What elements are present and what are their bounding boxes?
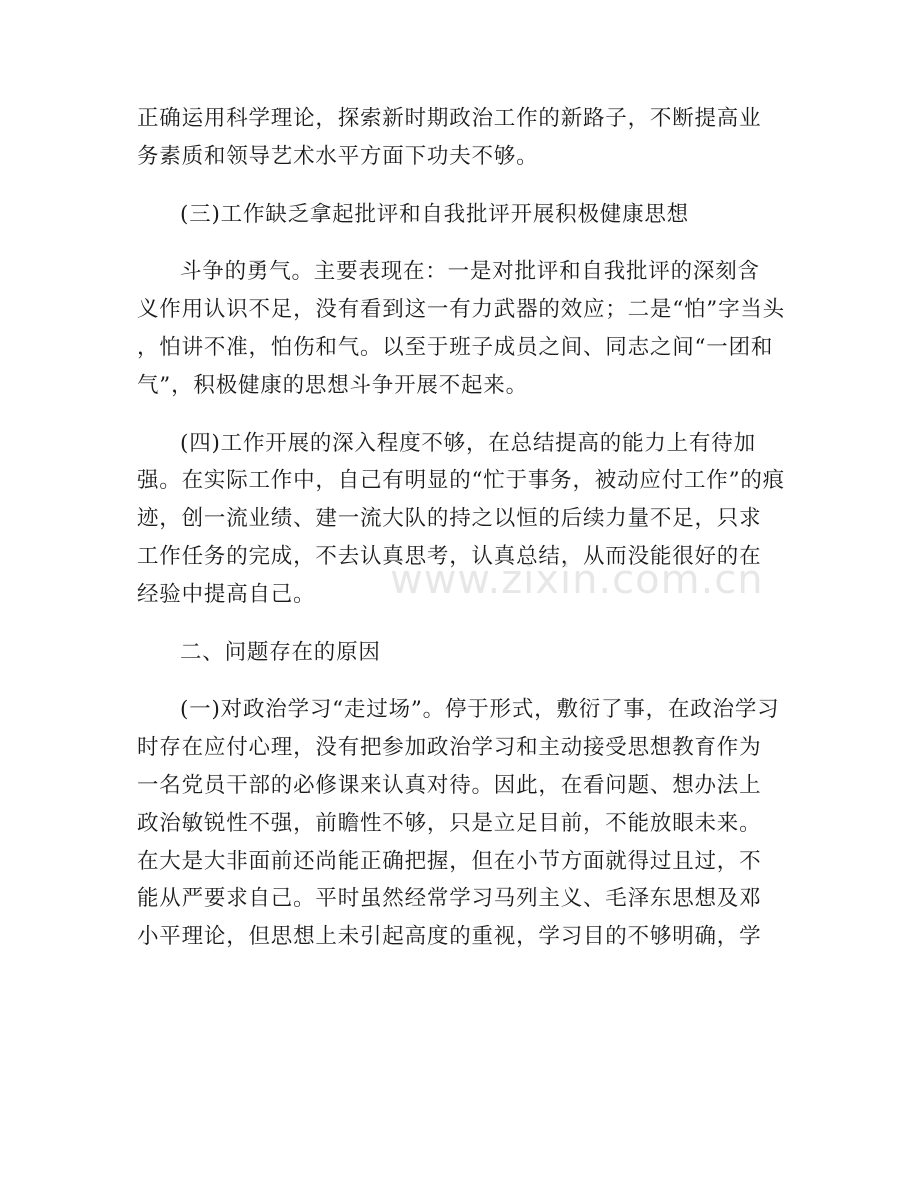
text-line: 在大是大非面前还尚能正确把握，但在小节方面就得过且过，不	[137, 848, 762, 874]
text-line: 气”，积极健康的思想斗争开展不起来。	[137, 372, 528, 398]
watermark: www.zixin.com.cn	[390, 557, 764, 603]
text-line: 政治敏锐性不强，前瞻性不够，只是立足目前，不能放眼未来。	[137, 810, 762, 836]
text-line: 迹，创一流业绩、建一流大队的持之以恒的后续力量不足，只求	[137, 506, 762, 532]
document-body	[137, 100, 787, 956]
text-line: 义作用认识不足，没有看到这一有力武器的效应；二是“怕”字当头	[137, 297, 785, 323]
text-line: ，怕讲不准，怕伤和气。以至于班子成员之间、同志之间“一团和	[137, 334, 774, 360]
text-line: (一)对政治学习“走过场”。停于形式，敷衍了事，在政治学习	[180, 697, 780, 723]
text-line: 一名党员干部的必修课来认真对待。因此，在看问题、想办法上	[137, 772, 762, 798]
section-heading: 二、问题存在的原因	[180, 639, 381, 665]
text-line: 正确运用科学理论，探索新时期政治工作的新路子，不断提高业	[137, 106, 762, 131]
text-line: 小平理论，但思想上未引起高度的重视，学习目的不够明确，学	[137, 924, 762, 950]
text-line: 时存在应付心理，没有把参加政治学习和主动接受思想教育作为	[137, 735, 762, 761]
section-heading: (三)工作缺乏拿起批评和自我批评开展积极健康思想	[180, 201, 689, 227]
text-line: 务素质和领导艺术水平方面下功夫不够。	[137, 143, 539, 169]
text-line: (四)工作开展的深入程度不够，在总结提高的能力上有待加	[180, 430, 756, 456]
text-line: 斗争的勇气。主要表现在：一是对批评和自我批评的深刻含	[180, 259, 760, 285]
text-line: 工作任务的完成，不去认真思考，认真总结，从而没能很好的在	[137, 543, 762, 569]
text-line: 能从严要求自己。平时虽然经常学习马列主义、毛泽东思想及邓	[137, 886, 762, 912]
text-line: 强。在实际工作中，自己有明显的“忙于事务，被动应付工作”的痕	[137, 468, 785, 494]
text-line: 经验中提高自己。	[137, 581, 316, 607]
